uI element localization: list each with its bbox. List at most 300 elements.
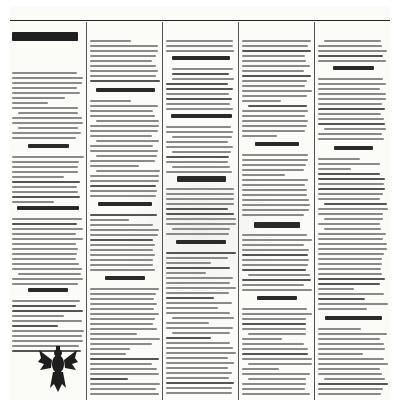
text-line: [90, 135, 152, 137]
text-line: [90, 234, 158, 236]
column-2: [90, 26, 160, 398]
text-line: [242, 55, 305, 57]
text-line: [166, 392, 232, 394]
text-line: [318, 373, 382, 375]
column-3: [166, 26, 236, 398]
text-line: [324, 128, 386, 130]
text-line: [90, 125, 159, 127]
header-line: [10, 8, 390, 18]
text-line: [318, 103, 382, 105]
text-line: [242, 194, 307, 196]
text-line: [12, 278, 83, 280]
text-line: [90, 100, 131, 102]
text-line: [318, 358, 384, 360]
text-line: [166, 83, 228, 85]
text-line: [242, 50, 311, 52]
text-line: [12, 268, 82, 270]
text-line: [166, 357, 228, 359]
text-line: [12, 87, 77, 89]
text-line: [90, 160, 155, 162]
text-line: [90, 239, 153, 241]
text-line: [242, 264, 308, 266]
text-line: [242, 338, 282, 340]
text-line: [242, 100, 281, 102]
text-line: [12, 258, 76, 260]
text-line: [242, 313, 312, 315]
text-line: [242, 85, 305, 87]
text-line: [318, 298, 365, 300]
text-line: [12, 320, 82, 322]
text-line: [242, 65, 310, 67]
text-line: [242, 60, 306, 62]
text-line: [242, 120, 308, 122]
text-line: [90, 214, 157, 216]
column-rule: [162, 22, 163, 400]
text-line: [318, 283, 380, 285]
text-line: [166, 297, 214, 299]
text-line: [242, 328, 306, 330]
text-line: [318, 238, 383, 240]
text-line: [166, 257, 228, 259]
text-line: [166, 267, 230, 269]
text-line: [90, 298, 154, 300]
column-1: [12, 26, 84, 398]
text-line: [242, 115, 305, 117]
text-line: [166, 141, 228, 143]
text-line: [242, 45, 308, 47]
column-5: [318, 26, 388, 398]
column-4: [242, 26, 312, 398]
text-line: [248, 363, 312, 365]
text-line: [90, 259, 153, 261]
text-line: [242, 323, 306, 325]
text-line: [242, 189, 307, 191]
text-line: [318, 113, 381, 115]
text-line: [318, 83, 386, 85]
text-line: [242, 125, 307, 127]
text-line: [242, 348, 308, 350]
text-line: [90, 50, 158, 52]
text-line: [12, 340, 83, 342]
text-line: [318, 343, 384, 345]
headline-block: [257, 296, 297, 300]
column-rule: [238, 22, 239, 400]
text-line: [318, 248, 387, 250]
text-line: [90, 328, 157, 330]
text-line: [90, 358, 159, 360]
text-line: [242, 239, 312, 241]
text-line: [324, 378, 385, 380]
text-line: [318, 368, 380, 370]
text-line: [90, 313, 159, 315]
text-line: [12, 122, 83, 124]
text-line: [242, 179, 308, 181]
text-line: [248, 105, 307, 107]
text-line: [90, 264, 153, 266]
text-line: [166, 198, 234, 200]
text-line: [90, 348, 130, 350]
text-line: [242, 234, 307, 236]
text-line: [242, 269, 306, 271]
text-line: [242, 130, 305, 132]
text-line: [12, 238, 83, 240]
text-line: [166, 262, 211, 264]
text-line: [166, 40, 233, 42]
text-line: [90, 55, 156, 57]
text-line: [12, 243, 76, 245]
text-line: [166, 126, 231, 128]
text-line: [12, 253, 77, 255]
text-line: [318, 183, 384, 185]
text-line: [318, 193, 383, 195]
text-line: [318, 303, 388, 305]
text-line: [12, 186, 77, 188]
text-line: [90, 338, 160, 340]
text-line: [12, 315, 64, 317]
text-line: [12, 166, 78, 168]
text-line: [12, 196, 80, 198]
text-line: [166, 347, 233, 349]
text-line: [318, 363, 388, 365]
text-line: [90, 254, 155, 256]
text-line: [12, 117, 82, 119]
text-line: [172, 228, 230, 230]
text-line: [324, 228, 381, 230]
text-line: [318, 233, 386, 235]
text-line: [166, 277, 233, 279]
text-line: [90, 130, 158, 132]
text-line: [318, 123, 385, 125]
headline-block: [98, 202, 152, 206]
text-line: [242, 164, 306, 166]
text-line: [318, 213, 383, 215]
text-line: [242, 214, 304, 216]
text-line: [242, 388, 305, 390]
text-line: [318, 60, 386, 62]
text-line: [324, 218, 383, 220]
text-line: [324, 203, 387, 205]
text-line: [90, 303, 157, 305]
text-line: [242, 154, 308, 156]
text-line: [90, 333, 137, 335]
text-line: [318, 388, 383, 390]
text-line: [242, 75, 311, 77]
garuda-emblem-icon: [38, 344, 78, 396]
text-line: [166, 146, 233, 148]
text-line: [242, 343, 304, 345]
text-line: [166, 88, 233, 90]
text-line: [172, 73, 229, 75]
text-line: [90, 293, 156, 295]
text-line: [242, 199, 309, 201]
text-line: [12, 132, 81, 134]
text-line: [242, 169, 304, 171]
text-line: [166, 218, 236, 220]
headline-block: [255, 142, 299, 146]
text-line: [242, 259, 309, 261]
text-line: [90, 219, 129, 221]
text-line: [172, 68, 233, 70]
text-line: [166, 322, 209, 324]
text-line: [324, 40, 381, 42]
text-line: [166, 233, 229, 235]
text-line: [90, 75, 156, 77]
text-line: [166, 103, 230, 105]
text-line: [166, 93, 229, 95]
text-line: [166, 131, 233, 133]
text-line: [242, 279, 311, 281]
text-line: [96, 120, 159, 122]
newspaper-page: [10, 6, 390, 400]
text-line: [242, 244, 304, 246]
text-line: [90, 110, 153, 112]
text-line: [318, 93, 386, 95]
text-line: [166, 327, 233, 329]
text-line: [90, 150, 158, 152]
text-line: [90, 288, 159, 290]
text-line: [318, 393, 381, 395]
text-line: [90, 45, 158, 47]
text-line: [318, 45, 382, 47]
text-line: [172, 136, 232, 138]
text-line: [318, 353, 363, 355]
text-line: [318, 50, 387, 52]
text-line: [166, 382, 234, 384]
text-line: [318, 163, 380, 165]
text-line: [166, 213, 234, 215]
text-line: [166, 45, 233, 47]
text-line: [12, 171, 78, 173]
text-line: [318, 173, 380, 175]
text-line: [90, 363, 152, 365]
text-line: [166, 377, 229, 379]
text-line: [166, 352, 236, 354]
text-line: [18, 273, 81, 275]
text-line: [90, 318, 155, 320]
text-line: [242, 383, 306, 385]
text-line: [318, 243, 387, 245]
text-line: [90, 185, 156, 187]
text-line: [166, 223, 236, 225]
text-line: [318, 78, 383, 80]
text-line: [12, 218, 82, 220]
text-line: [90, 80, 160, 82]
text-line: [96, 140, 159, 142]
text-line: [318, 138, 384, 140]
text-line: [242, 40, 311, 42]
headline-block: [333, 66, 374, 70]
text-line: [12, 330, 84, 332]
text-line: [242, 368, 279, 370]
text-line: [90, 145, 153, 147]
text-line: [318, 158, 360, 160]
text-line: [166, 387, 232, 389]
text-line: [18, 127, 78, 129]
headline-block: [254, 222, 300, 228]
text-line: [12, 82, 82, 84]
text-line: [12, 161, 79, 163]
text-line: [242, 95, 307, 97]
text-line: [166, 156, 229, 158]
text-line: [166, 50, 234, 52]
text-line: [242, 373, 310, 375]
text-line: [12, 223, 77, 225]
text-line: [90, 40, 131, 42]
text-line: [318, 208, 388, 210]
text-line: [242, 135, 277, 137]
text-line: [90, 373, 159, 375]
text-line: [90, 378, 128, 380]
text-line: [318, 333, 387, 335]
text-line: [166, 287, 236, 289]
text-line: [242, 204, 310, 206]
text-line: [318, 253, 384, 255]
text-line: [96, 155, 157, 157]
header-rule: [10, 20, 390, 21]
column-rule: [86, 22, 87, 400]
headline-block: [171, 114, 232, 118]
headline-block: [176, 240, 226, 244]
text-line: [12, 263, 79, 265]
text-line: [12, 156, 84, 158]
text-line: [242, 358, 312, 360]
text-line: [166, 171, 232, 173]
text-line: [242, 159, 308, 161]
text-line: [318, 55, 383, 57]
text-line: [12, 248, 78, 250]
text-line: [318, 118, 384, 120]
headline-block: [325, 316, 382, 320]
text-line: [242, 249, 309, 251]
text-line: [12, 335, 82, 337]
text-line: [318, 338, 380, 340]
text-line: [96, 170, 160, 172]
text-line: [166, 302, 232, 304]
headline-block: [105, 276, 145, 280]
text-line: [166, 98, 232, 100]
text-line: [242, 308, 307, 310]
headline-block: [334, 146, 373, 150]
text-line: [318, 223, 380, 225]
text-line: [172, 78, 234, 80]
text-line: [248, 274, 310, 276]
text-line: [166, 292, 229, 294]
text-line: [166, 188, 234, 190]
text-line: [172, 166, 230, 168]
text-line: [318, 178, 385, 180]
text-line: [166, 193, 234, 195]
text-line: [90, 180, 159, 182]
text-line: [166, 208, 228, 210]
text-line: [12, 176, 64, 178]
text-line: [318, 268, 381, 270]
text-line: [90, 229, 159, 231]
text-line: [166, 362, 234, 364]
text-line: [248, 378, 306, 380]
text-line: [242, 174, 285, 176]
text-line: [90, 60, 152, 62]
text-line: [318, 133, 382, 135]
text-line: [90, 323, 153, 325]
text-line: [12, 181, 80, 183]
headline-block: [17, 206, 79, 210]
text-line: [166, 272, 206, 274]
text-line: [90, 165, 139, 167]
text-line: [12, 283, 78, 285]
text-line: [166, 337, 211, 339]
headline-block: [28, 288, 68, 292]
text-line: [242, 80, 307, 82]
text-line: [172, 151, 231, 153]
text-line: [12, 102, 48, 104]
text-line: [12, 77, 83, 79]
text-line: [166, 367, 228, 369]
text-line: [90, 175, 159, 177]
text-line: [90, 190, 157, 192]
text-line: [242, 209, 309, 211]
column-rule: [314, 22, 315, 400]
headline-block: [177, 176, 226, 182]
text-line: [242, 90, 312, 92]
text-line: [248, 333, 306, 335]
text-line: [242, 393, 310, 395]
text-line: [90, 224, 153, 226]
text-line: [242, 284, 304, 286]
text-line: [12, 191, 78, 193]
text-line: [12, 325, 58, 327]
headline-block: [96, 88, 155, 92]
text-line: [166, 342, 230, 344]
text-line: [12, 92, 80, 94]
text-line: [12, 233, 76, 235]
text-line: [90, 105, 158, 107]
text-line: [90, 70, 158, 72]
text-line: [166, 203, 234, 205]
text-line: [90, 195, 156, 197]
text-line: [90, 115, 155, 117]
text-line: [90, 308, 154, 310]
text-line: [318, 98, 386, 100]
text-line: [166, 252, 236, 254]
text-line: [90, 249, 153, 251]
text-line: [318, 168, 351, 170]
text-line: [172, 332, 230, 334]
text-line: [242, 289, 312, 291]
text-line: [318, 383, 388, 385]
text-line: [12, 228, 83, 230]
text-line: [242, 70, 304, 72]
text-line: [318, 108, 385, 110]
text-line: [318, 88, 380, 90]
text-line: [166, 372, 232, 374]
text-line: [90, 353, 126, 355]
text-line: [318, 188, 385, 190]
text-line: [90, 383, 160, 385]
text-line: [166, 108, 233, 110]
text-line: [12, 310, 83, 312]
text-line: [12, 305, 76, 307]
text-line: [242, 184, 305, 186]
text-line: [12, 107, 78, 109]
text-line: [242, 318, 306, 320]
text-line: [12, 72, 77, 74]
text-line: [166, 282, 230, 284]
text-line: [318, 263, 382, 265]
text-line: [318, 258, 382, 260]
text-line: [318, 348, 385, 350]
text-line: [12, 97, 65, 99]
text-line: [12, 300, 80, 302]
